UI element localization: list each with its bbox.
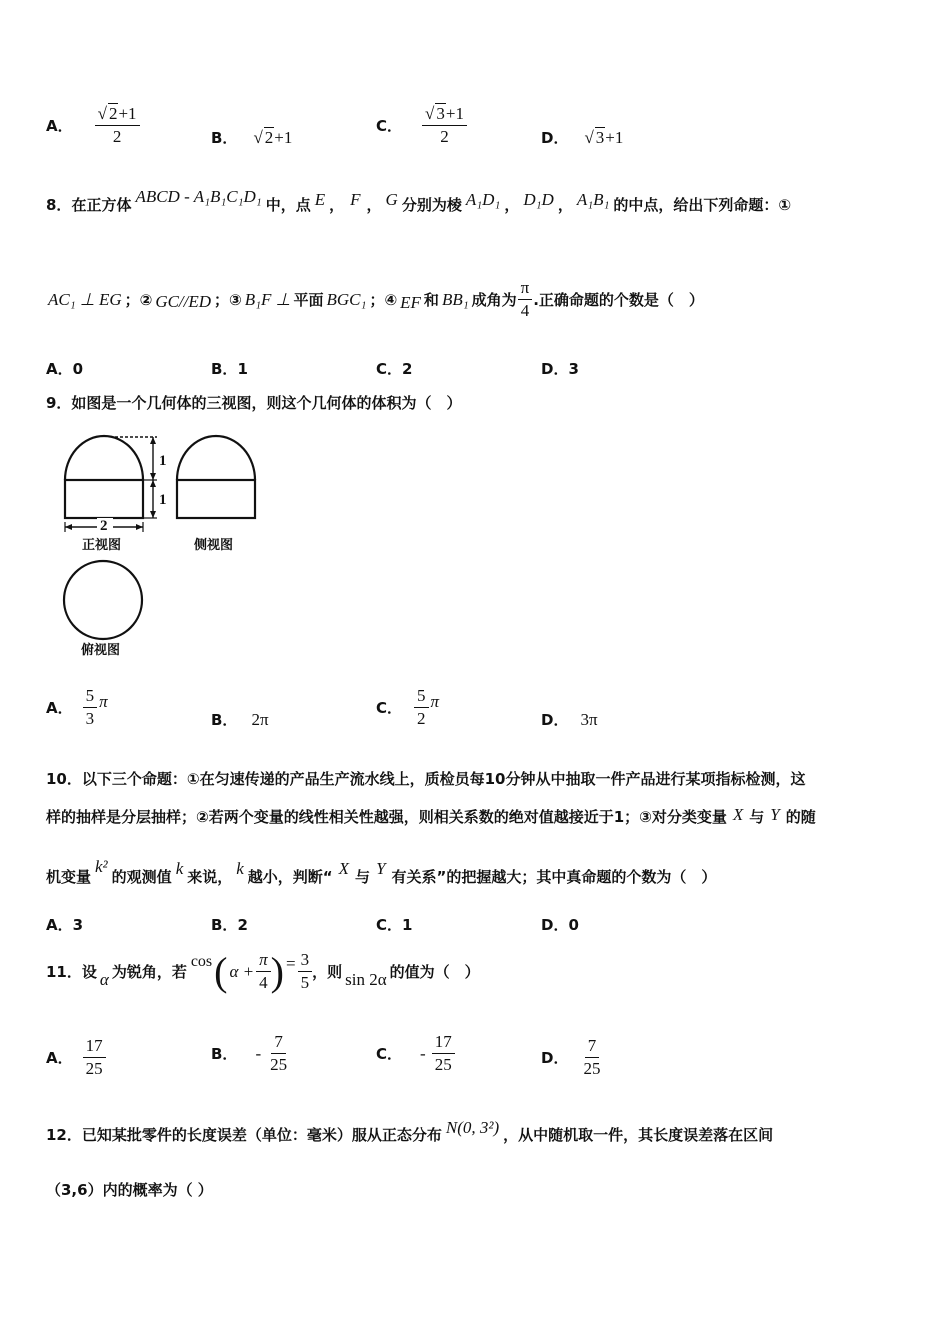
q10-line3: 机变量 k² 的观测值 k 来说， k 越小，判断“ X 与 Y 有关系”的把握越大；其中真命题的个数为（ ） — [46, 856, 717, 886]
fraction: $\frac{5}{2}$ — [414, 686, 429, 729]
q11-option-b: B． - $\frac{7}{25}$ — [211, 1032, 290, 1075]
dim-top-label: 1 — [159, 453, 167, 469]
q8-line2: AC₁ ⊥ EG ；② GC//ED ；③ B₁F ⊥ 平面 BGC₁ ；④ EF 和 BB₁ 成角为 $\frac{\pi}{4}$ .正确命题的个数是（ ） — [48, 278, 704, 320]
q7-option-b — [211, 127, 292, 148]
q10-line1: 10．以下三个命题：①在匀速传递的产品生产流水线上，质检员每10分钟从中抽取一件产品进行某项指标检测，这 — [46, 770, 806, 788]
top-view-label: 俯视图 — [81, 643, 121, 658]
q9-option-b: B． 2π — [211, 709, 269, 729]
q12-line1: 12．已知某批零件的长度误差（单位：毫米）服从正态分布 N(0, 3²) ，从中随机取一件，其长度误差落在区间 — [46, 1117, 774, 1144]
q7-option-c — [376, 103, 467, 147]
q9-question: 9．如图是一个几何体的三视图，则这个几何体的体积为（ ） — [46, 394, 462, 412]
q12-line2: （3,6）内的概率为（ ） — [46, 1181, 213, 1199]
fraction: $\frac{5}{3}$ — [83, 686, 98, 729]
pi-over-4: $\frac{\pi}{4}$ — [518, 278, 533, 321]
fraction: $\frac{17}{25}$ — [83, 1036, 106, 1079]
q7-option-a — [46, 103, 140, 147]
option-value: √ 2+1 — [253, 128, 293, 147]
q8-option-c: C．2 — [376, 360, 413, 378]
q9-option-c: C． $\frac{5}{2}$ π — [376, 686, 440, 728]
option-label: B． — [211, 129, 238, 147]
front-view-label: 正视图 — [82, 538, 122, 553]
dim-width-label: 2 — [100, 518, 108, 534]
q10-option-c: C．1 — [376, 916, 413, 934]
fraction: $\frac{7}{25}$ — [270, 1032, 288, 1074]
side-view-label: 侧视图 — [194, 538, 234, 553]
q9-option-d: D． 3π — [541, 709, 598, 729]
q8-option-a: A．0 — [46, 360, 84, 378]
q10-option-d: D．0 — [541, 916, 579, 934]
q11-question: 11．设 α 为锐角，若 cos ( α + $\frac{\pi}{4}$ ) = $\frac{3}{5}$ ，则 sin 2α 的值为（ ） — [46, 949, 480, 994]
q7-option-d — [541, 127, 623, 148]
front-view-dome — [65, 436, 143, 480]
option-label: C． — [376, 116, 403, 135]
three-view-figure — [55, 432, 270, 664]
side-view-dome — [177, 436, 255, 480]
q10-line2: 样的抽样是分层抽样；②若两个变量的线性相关性越强，则相关系数的绝对值越接近于1；③对分类变量 X 与 Y 的随 — [46, 804, 816, 826]
q11-option-c: C． - $\frac{17}{25}$ — [376, 1032, 455, 1075]
q8-line1: 8． 在正方体 ABCD - A₁B₁C₁D₁ 中，点 E ， F ， G 分别为棱 A₁D₁ ， D₁D ， A₁B₁ 的中点，给出下列命题：① — [46, 186, 792, 214]
option-value: √ 3+1 — [584, 128, 624, 147]
fraction: $\frac{√ 3+1}{2}$ — [422, 103, 467, 147]
option-label: D． — [541, 129, 569, 147]
fraction: $\frac{7}{25}$ — [583, 1036, 601, 1078]
dim-bottom-label: 1 — [159, 492, 167, 508]
top-view-circle — [64, 561, 142, 639]
option-label: A． — [46, 116, 73, 135]
q10-option-b: B．2 — [211, 916, 248, 934]
fraction: $\frac{√ 2+1}{2}$ — [95, 103, 140, 147]
fraction: $\frac{17}{25}$ — [432, 1032, 455, 1075]
fraction: $\frac{3}{5}$ — [298, 950, 313, 993]
q8-option-b: B．1 — [211, 360, 248, 378]
q8-option-d: D．3 — [541, 360, 579, 378]
side-view-rect — [177, 480, 255, 518]
q11-option-d: D． $\frac{7}{25}$ — [541, 1036, 603, 1079]
q11-option-a: A． $\frac{17}{25}$ — [46, 1036, 106, 1079]
pi-over-4: $\frac{\pi}{4}$ — [256, 950, 271, 993]
q10-option-a: A．3 — [46, 916, 84, 934]
q9-option-a: A． $\frac{5}{3}$ π — [46, 686, 108, 728]
front-view-rect — [65, 480, 143, 518]
